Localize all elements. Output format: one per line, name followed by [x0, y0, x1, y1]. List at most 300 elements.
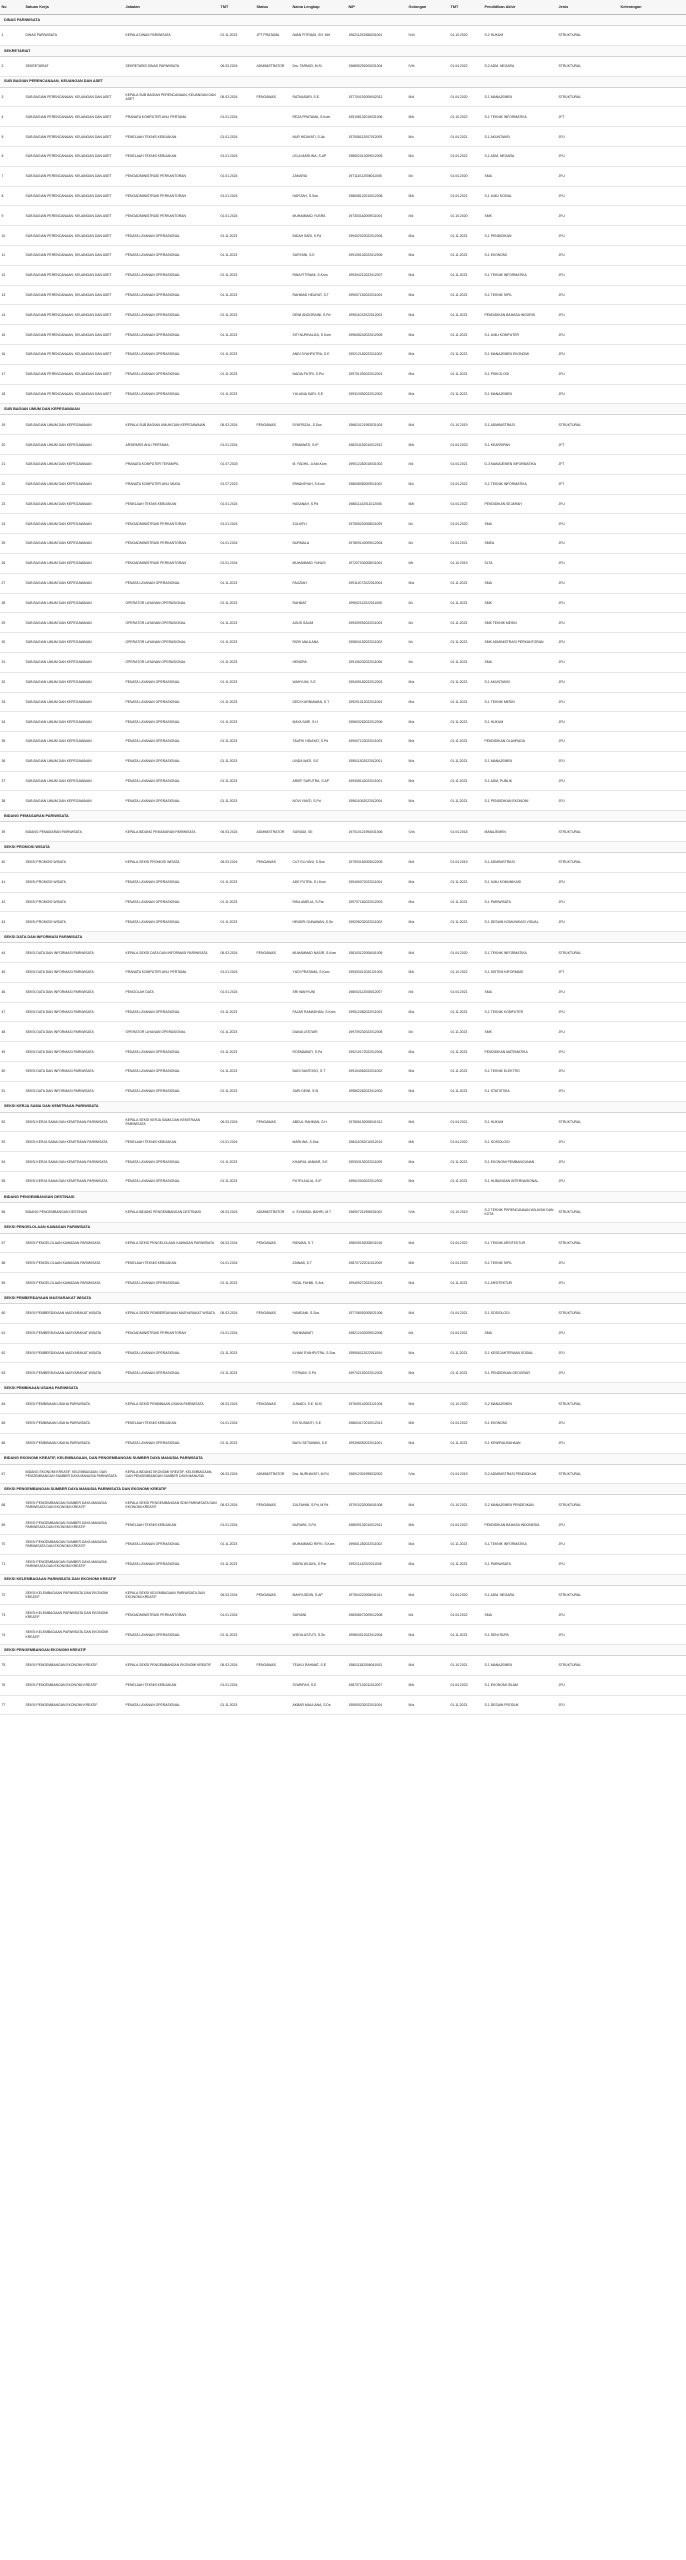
table-cell: RAHMAT: [291, 593, 347, 613]
table-row: [0, 325, 686, 345]
table-cell: 5: [0, 127, 24, 147]
table-cell: [255, 1002, 291, 1022]
table-cell: PENGAWAS: [255, 1233, 291, 1253]
table-cell: 01.10.2019: [449, 553, 483, 573]
table-cell: PENATA LAYANAN OPERASIONAL: [124, 1042, 219, 1062]
table-cell: 06.03.2024: [219, 822, 255, 842]
table-cell: [619, 305, 686, 325]
table-cell: JFU: [557, 344, 619, 364]
table-cell: [619, 1433, 686, 1453]
table-cell: PENGADMINISTRASI PERKANTORAN: [124, 553, 219, 573]
table-cell: III/d: [407, 1233, 449, 1253]
table-cell: 01.04.2021: [449, 1323, 483, 1343]
table-cell: 01.11.2023: [449, 751, 483, 771]
table-cell: KHAIRUL ANWAR, S.E: [291, 1152, 347, 1172]
table-cell: TAUFIK HIDAYAT, S.Pd: [291, 732, 347, 752]
table-cell: PRANATA KOMPUTER AHLI MUDA: [124, 474, 219, 494]
table-row: [0, 1534, 686, 1554]
table-cell: STRUKTURAL: [557, 1464, 619, 1484]
table-cell: INDAH SARI, S.Pd: [291, 226, 347, 246]
table-cell: 198212032009012006: [347, 1323, 407, 1343]
table-cell: 54: [0, 1152, 24, 1172]
table-cell: 01.01.2024: [219, 553, 255, 573]
table-cell: SMK: [483, 206, 557, 226]
table-cell: 01.10.2020: [449, 1394, 483, 1414]
table-cell: RIKA AMELIA, S.Par: [291, 892, 347, 912]
table-cell: III/b: [407, 435, 449, 455]
table-cell: S-2 MANAJEMEN: [483, 1394, 557, 1414]
table-cell: HENDRI GUNAWAN, S.Sn: [291, 912, 347, 932]
table-cell: [619, 1112, 686, 1132]
table-cell: [619, 1675, 686, 1695]
table-cell: OPERATOR LAYANAN OPERASIONAL: [124, 593, 219, 613]
table-cell: SMA: [483, 166, 557, 186]
table-cell: [619, 771, 686, 791]
table-cell: SUB BAGIAN PERENCANAAN, KEUANGAN DAN ASET: [24, 265, 124, 285]
table-cell: JFT: [557, 963, 619, 983]
table-cell: 25: [0, 534, 24, 554]
table-cell: S-1 EKONOMI ISLAM: [483, 1675, 557, 1695]
table-cell: PENATA LAYANAN OPERASIONAL: [124, 1062, 219, 1082]
table-cell: PENATA LAYANAN OPERASIONAL: [124, 265, 219, 285]
table-cell: S-1 TEKNIK SIPIL: [483, 1253, 557, 1273]
table-cell: SEKSI PENGELOLAAN KAWASAN PARIWISATA: [24, 1253, 124, 1273]
table-cell: ADMINISTRATOR: [255, 1202, 291, 1222]
table-cell: [619, 1625, 686, 1645]
table-cell: PENATA LAYANAN OPERASIONAL: [124, 1534, 219, 1554]
table-cell: 199201012022011004: [347, 692, 407, 712]
table-cell: [619, 1464, 686, 1484]
table-cell: II/c: [407, 1022, 449, 1042]
table-cell: IRWANSYAH, S.Kom: [291, 474, 347, 494]
table-cell: [619, 1152, 686, 1172]
table-cell: PENELAAH TEKNIS KEBIJAKAN: [124, 1253, 219, 1273]
table-cell: SEKSI KERJA SAMA DAN KEMITRAAN PARIWISATA: [24, 1112, 124, 1132]
table-row: [0, 514, 686, 534]
table-cell: [619, 1695, 686, 1715]
table-cell: JFU: [557, 692, 619, 712]
table-cell: JFU: [557, 206, 619, 226]
table-cell: SUB BAGIAN PERENCANAAN, KEUANGAN DAN ASET: [24, 245, 124, 265]
table-cell: 01.04.2022: [449, 1233, 483, 1253]
table-cell: 51: [0, 1081, 24, 1101]
table-cell: 73: [0, 1605, 24, 1625]
table-cell: JFT: [557, 454, 619, 474]
table-cell: 01.04.2021: [449, 1304, 483, 1324]
table-cell: 199802262022012002: [347, 1081, 407, 1101]
table-cell: S-1 KESEJAHTERAAN SOSIAL: [483, 1343, 557, 1363]
table-cell: SEKSI PEMBERDAYAAN MASYARAKAT WISATA: [24, 1343, 124, 1363]
table-cell: S-2 ADM. NEGARA: [483, 56, 557, 76]
table-cell: 01.01.2024: [219, 1414, 255, 1434]
table-cell: 01.01.2024: [219, 146, 255, 166]
table-cell: [619, 593, 686, 613]
table-cell: 199211142022011005: [347, 1554, 407, 1574]
column-header: Jabatan: [124, 0, 219, 15]
table-cell: III/b: [407, 186, 449, 206]
table-cell: 7: [0, 166, 24, 186]
table-cell: SEKSI DATA DAN INFORMASI PARIWISATA: [24, 943, 124, 963]
table-cell: III/a: [407, 751, 449, 771]
table-cell: JFU: [557, 534, 619, 554]
table-cell: 01.11.2023: [449, 593, 483, 613]
table-cell: 01.04.2019: [449, 1464, 483, 1484]
table-cell: SUB BAGIAN PERENCANAAN, KEUANGAN DAN ASET: [24, 344, 124, 364]
table-cell: [619, 963, 686, 983]
table-cell: [619, 633, 686, 653]
table-cell: [255, 325, 291, 345]
table-cell: 199402022022012004: [347, 226, 407, 246]
table-cell: PENELAAH TEKNIS KEBIJAKAN: [124, 146, 219, 166]
table-cell: 01.11.2023: [449, 1363, 483, 1383]
table-cell: 01.01.2024: [219, 1132, 255, 1152]
table-cell: PENELAAH TEKNIS KEBIJAKAN: [124, 494, 219, 514]
table-cell: [619, 514, 686, 534]
table-cell: 01.11.2023: [449, 771, 483, 791]
table-cell: KEPALA SEKSI KERJA SAMA DAN KEMITRAAN PARIWISATA: [124, 1112, 219, 1132]
table-cell: [619, 107, 686, 127]
table-cell: 24: [0, 514, 24, 534]
table-cell: SUB BAGIAN PERENCANAAN, KEUANGAN DAN ASET: [24, 325, 124, 345]
table-row: [0, 265, 686, 285]
table-cell: 27: [0, 573, 24, 593]
table-row: [0, 613, 686, 633]
table-cell: SUB BAGIAN UMUM DAN KEPEGAWAIAN: [24, 692, 124, 712]
table-cell: [255, 1363, 291, 1383]
table-cell: 01.11.2023: [219, 226, 255, 246]
table-cell: [255, 1172, 291, 1192]
table-cell: [619, 1081, 686, 1101]
table-cell: JFU: [557, 1605, 619, 1625]
table-cell: JFU: [557, 1695, 619, 1715]
section-title: SEKRETARIAT: [0, 45, 686, 56]
table-cell: [619, 206, 686, 226]
table-cell: STRUKTURAL: [557, 56, 619, 76]
table-cell: JFU: [557, 771, 619, 791]
section-title: BIDANG PEMASARAN PARIWISATA: [0, 811, 686, 822]
table-cell: IV/a: [407, 822, 449, 842]
table-cell: 01.11.2023: [219, 1363, 255, 1383]
table-cell: INDRA WIJAYA, S.Par: [291, 1554, 347, 1574]
section-title: SEKSI PENGELOLAAN KAWASAN PARIWISATA: [0, 1222, 686, 1233]
table-cell: [619, 613, 686, 633]
table-cell: SUB BAGIAN PERENCANAAN, KEUANGAN DAN ASET: [24, 305, 124, 325]
table-cell: JFU: [557, 146, 619, 166]
table-cell: III/a: [407, 1534, 449, 1554]
table-cell: JFU: [557, 982, 619, 1002]
table-cell: 01.04.2022: [449, 1515, 483, 1535]
table-cell: PENGAWAS: [255, 1655, 291, 1675]
table-cell: [619, 1304, 686, 1324]
table-cell: MUHAMMAD RIFKI, S.Kom: [291, 1534, 347, 1554]
table-cell: [619, 146, 686, 166]
table-cell: 01.11.2023: [219, 912, 255, 932]
table-cell: 199007122022011003: [347, 732, 407, 752]
table-cell: II/d: [407, 1323, 449, 1343]
table-cell: 01.11.2023: [219, 1695, 255, 1715]
table-cell: 01.11.2023: [219, 1042, 255, 1062]
section-row: [0, 1574, 686, 1585]
column-header: Golongan: [407, 0, 449, 15]
table-cell: 01.04.2021: [449, 982, 483, 1002]
table-cell: 01.11.2023: [219, 712, 255, 732]
table-cell: [255, 1433, 291, 1453]
table-cell: 198811142011012006: [347, 494, 407, 514]
table-body: [0, 15, 686, 1715]
table-cell: [255, 613, 291, 633]
table-cell: 199804152022011002: [347, 633, 407, 653]
table-cell: [255, 166, 291, 186]
table-cell: PENATA LAYANAN OPERASIONAL: [124, 771, 219, 791]
table-cell: [255, 1343, 291, 1363]
table-cell: 01.11.2023: [219, 265, 255, 285]
table-cell: S-1 PENDIDIKAN GEOGRAFI: [483, 1363, 557, 1383]
table-cell: 196211251986031004: [347, 26, 407, 46]
table-cell: 01.01.2024: [219, 1253, 255, 1273]
table-cell: 01.11.2023: [219, 652, 255, 672]
table-cell: 01.11.2023: [449, 1554, 483, 1574]
table-cell: STRUKTURAL: [557, 87, 619, 107]
section-row: [0, 45, 686, 56]
table-row: [0, 872, 686, 892]
table-cell: S-1 PENDIDIKAN EKONOMI: [483, 791, 557, 811]
table-cell: 01.10.2020: [449, 26, 483, 46]
table-cell: PENGAWAS: [255, 1585, 291, 1605]
table-cell: 56: [0, 1202, 24, 1222]
table-cell: [255, 912, 291, 932]
table-cell: 70: [0, 1534, 24, 1554]
table-cell: [255, 146, 291, 166]
table-cell: 01.10.2022: [449, 107, 483, 127]
table-cell: [255, 1081, 291, 1101]
table-cell: 01.04.2019: [449, 853, 483, 873]
table-cell: JFU: [557, 265, 619, 285]
table-cell: 15: [0, 325, 24, 345]
section-row: [0, 1222, 686, 1233]
table-cell: SURYANI, S.E: [291, 245, 347, 265]
table-cell: PENATA LAYANAN OPERASIONAL: [124, 305, 219, 325]
table-cell: 06.03.2024: [219, 415, 255, 435]
table-cell: KEPALA SEKSI PROMOSI WISATA: [124, 853, 219, 873]
table-cell: 01.11.2023: [219, 325, 255, 345]
table-cell: III/a: [407, 1062, 449, 1082]
table-cell: 01.04.2022: [449, 1132, 483, 1152]
table-cell: 01.11.2023: [219, 672, 255, 692]
table-cell: SEKSI PEMBINAAN USAHA PARIWISATA: [24, 1414, 124, 1434]
table-cell: S-1 TEKNIK INFORMATIKA: [483, 943, 557, 963]
table-row: [0, 1253, 686, 1273]
table-cell: ZULFAHMI, S.Pd, M.Pd: [291, 1495, 347, 1515]
table-cell: S-1 ILMU KOMUNIKASI: [483, 872, 557, 892]
table-cell: [619, 732, 686, 752]
table-row: [0, 127, 686, 147]
table-cell: PENATA LAYANAN OPERASIONAL: [124, 732, 219, 752]
table-cell: 01.11.2023: [449, 1062, 483, 1082]
table-cell: III/a: [407, 1172, 449, 1192]
table-row: [0, 364, 686, 384]
table-cell: 01.04.2020: [449, 87, 483, 107]
table-cell: IV/a: [407, 1202, 449, 1222]
table-cell: 01.11.2023: [449, 1273, 483, 1293]
table-cell: S-1 ADM. PUBLIK: [483, 771, 557, 791]
table-cell: S-2 HUKUM: [483, 26, 557, 46]
table-cell: PENGAWAS: [255, 1304, 291, 1324]
table-cell: S-1 MANAJEMEN: [483, 751, 557, 771]
table-cell: 01.01.2024: [219, 1515, 255, 1535]
table-cell: 01.11.2023: [449, 613, 483, 633]
table-cell: III/b: [407, 1675, 449, 1695]
table-cell: [255, 474, 291, 494]
table-cell: 31: [0, 652, 24, 672]
table-cell: 197903182005022005: [347, 853, 407, 873]
table-cell: 01.11.2023: [219, 26, 255, 46]
table-cell: PENATA LAYANAN OPERASIONAL: [124, 1172, 219, 1192]
table-row: [0, 226, 686, 246]
table-cell: EVI SUSANTI, S.E: [291, 1414, 347, 1434]
table-row: [0, 771, 686, 791]
table-cell: S-1 ADMINISTRASI: [483, 853, 557, 873]
table-cell: 01.04.2022: [449, 146, 483, 166]
table-cell: 198005152008011015: [347, 1233, 407, 1253]
table-cell: PENATA LAYANAN OPERASIONAL: [124, 1152, 219, 1172]
table-cell: 01.04.2023: [449, 1253, 483, 1273]
table-cell: 199007152022011004: [347, 285, 407, 305]
table-cell: JFU: [557, 325, 619, 345]
table-cell: SUB BAGIAN PERENCANAAN, KEUANGAN DAN ASET: [24, 384, 124, 404]
table-cell: S-1 TEKNIK SIPIL: [483, 285, 557, 305]
table-cell: 06.03.2024: [219, 1233, 255, 1253]
table-cell: II/d: [407, 982, 449, 1002]
table-cell: 199112072022012004: [347, 573, 407, 593]
table-cell: 45: [0, 963, 24, 983]
table-row: [0, 593, 686, 613]
table-cell: 197111012008011005: [347, 166, 407, 186]
table-cell: JFU: [557, 1042, 619, 1062]
table-cell: SUB BAGIAN PERENCANAAN, KEUANGAN DAN ASET: [24, 364, 124, 384]
table-cell: 58: [0, 1253, 24, 1273]
table-cell: 01.11.2023: [219, 872, 255, 892]
table-cell: JFU: [557, 1152, 619, 1172]
table-cell: 199707182022012003: [347, 892, 407, 912]
table-row: [0, 454, 686, 474]
table-cell: SUB BAGIAN PERENCANAAN, KEUANGAN DAN ASET: [24, 87, 124, 107]
table-cell: II/b: [407, 553, 449, 573]
table-cell: JFU: [557, 1132, 619, 1152]
table-cell: 26: [0, 553, 24, 573]
table-cell: S-1 ILMU SOSIAL: [483, 186, 557, 206]
table-cell: [255, 344, 291, 364]
table-cell: [619, 1233, 686, 1253]
table-cell: OPERATOR LAYANAN OPERASIONAL: [124, 1022, 219, 1042]
table-cell: SEKSI PENGEMBANGAN EKONOMI KREATIF: [24, 1655, 124, 1675]
table-cell: 01.11.2023: [449, 892, 483, 912]
table-cell: S-1 TEKNIK ELEKTRO: [483, 1062, 557, 1082]
table-row: [0, 1202, 686, 1222]
table-cell: SEKSI KELEMBAGAAN PARIWISATA DAN EKONOMI KREATIF: [24, 1585, 124, 1605]
table-cell: KEPALA SEKSI KELEMBAGAAN PARIWISATA DAN EKONOMI KREATIF: [124, 1585, 219, 1605]
table-cell: PRANATA KOMPUTER AHLI PERTAMA: [124, 107, 219, 127]
table-cell: KEPALA BIDANG EKONOMI KREATIF, KELEMBAGAAN, DAN PENGEMBANGAN SUMBER DAYA MANUSIA: [124, 1464, 219, 1484]
table-cell: [255, 1062, 291, 1082]
table-cell: SEKSI KERJA SAMA DAN KEMITRAAN PARIWISATA: [24, 1172, 124, 1192]
table-cell: III/a: [407, 1625, 449, 1645]
table-cell: KEPALA SEKSI DATA DAN INFORMASI PARIWISATA: [124, 943, 219, 963]
table-cell: 01.11.2023: [449, 1625, 483, 1645]
table-cell: 01.04.2018: [449, 822, 483, 842]
table-cell: JFU: [557, 613, 619, 633]
table-cell: 43: [0, 912, 24, 932]
table-cell: 01.11.2023: [219, 692, 255, 712]
table-cell: SARI DEWI, S.Si: [291, 1081, 347, 1101]
table-cell: S-1 HUBUNGAN INTERNASIONAL: [483, 1172, 557, 1192]
table-cell: 01.11.2023: [219, 305, 255, 325]
table-cell: 01.11.2023: [219, 633, 255, 653]
table-cell: 30: [0, 633, 24, 653]
table-cell: 01.01.2024: [219, 1605, 255, 1625]
table-row: [0, 245, 686, 265]
table-cell: SYARIFAH, S.E: [291, 1675, 347, 1695]
table-cell: [255, 186, 291, 206]
table-cell: III/a: [407, 1343, 449, 1363]
table-cell: BUDI SANTOSO, S.T: [291, 1062, 347, 1082]
table-row: [0, 1002, 686, 1022]
table-cell: 01.11.2023: [449, 305, 483, 325]
table-cell: 198308072009012008: [347, 1605, 407, 1625]
table-cell: 01.11.2023: [449, 245, 483, 265]
table-cell: 01.04.2020: [449, 514, 483, 534]
table-cell: PENGAWAS: [255, 1112, 291, 1132]
table-cell: 06.03.2024: [219, 56, 255, 76]
table-cell: PENGOLAH DATA: [124, 982, 219, 1002]
table-cell: 01.11.2023: [219, 573, 255, 593]
table-cell: SUB BAGIAN PERENCANAAN, KEUANGAN DAN ASET: [24, 285, 124, 305]
table-cell: RIZKI MAULANA: [291, 633, 347, 653]
table-cell: 62: [0, 1343, 24, 1363]
table-cell: 197508112007012009: [347, 127, 407, 147]
table-cell: KEPALA DINAS PARIWISATA: [124, 26, 219, 46]
table-cell: SUB BAGIAN UMUM DAN KEPEGAWAIAN: [24, 712, 124, 732]
table-cell: 17: [0, 364, 24, 384]
table-cell: [255, 305, 291, 325]
table-cell: II/c: [407, 633, 449, 653]
table-row: [0, 146, 686, 166]
table-cell: 01.10.2019: [449, 1202, 483, 1222]
table-cell: 199511302022012001: [347, 751, 407, 771]
table-cell: JFT: [557, 107, 619, 127]
table-cell: [255, 771, 291, 791]
section-row: [0, 76, 686, 87]
table-cell: III/a: [407, 1363, 449, 1383]
table-cell: S-1 SOSIOLOGI: [483, 1304, 557, 1324]
table-cell: ARSIPARIS AHLI PERTAMA: [124, 435, 219, 455]
table-cell: BIDANG EKONOMI KREATIF, KELEMBAGAAN, DAN PENGEMBANGAN SUMBER DAYA MANUSIA PARIWISATA: [24, 1464, 124, 1484]
table-cell: 01.04.2020: [449, 166, 483, 186]
table-cell: 4: [0, 107, 24, 127]
table-cell: 199608242022012005: [347, 325, 407, 345]
table-cell: 01.11.2023: [449, 1081, 483, 1101]
section-title: BIDANG EKONOMI KREATIF, KELEMBAGAAN, DAN PENGEMBANGAN SUMBER DAYA MANUSIA PARIWISATA: [0, 1453, 686, 1464]
table-cell: III/a: [407, 573, 449, 593]
table-cell: 199210172022012004: [347, 1042, 407, 1062]
table-cell: 01.01.2024: [219, 534, 255, 554]
table-cell: III/c: [407, 474, 449, 494]
table-cell: [619, 943, 686, 963]
table-cell: 198608122010012008: [347, 186, 407, 206]
table-cell: ZULKIFLI: [291, 514, 347, 534]
table-cell: WAHYUNI, S.E: [291, 672, 347, 692]
table-cell: PENATA LAYANAN OPERASIONAL: [124, 573, 219, 593]
table-row: [0, 1363, 686, 1383]
